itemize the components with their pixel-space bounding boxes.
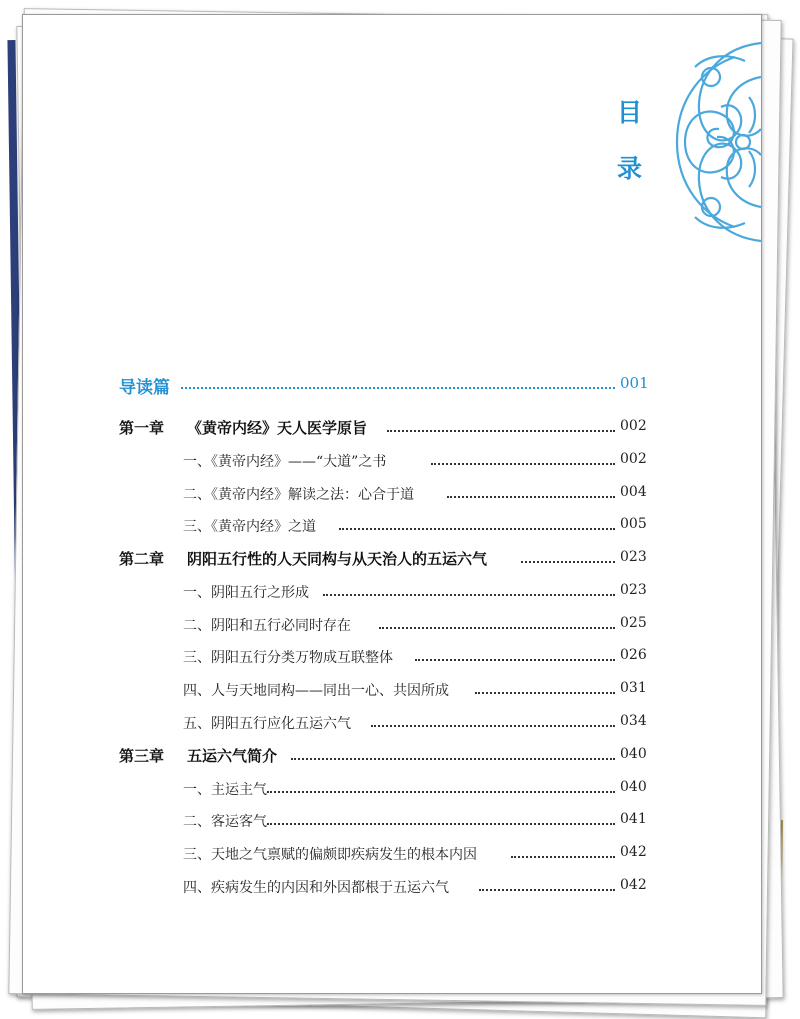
toc-entry-section[interactable] [23, 512, 761, 536]
toc-entry-section[interactable] [23, 840, 761, 864]
dot-leader [475, 692, 615, 694]
section-page-number: 034 [620, 713, 647, 729]
section-title: 二、阴阳和五行必同时存在 [183, 618, 351, 634]
chapter-title: 五运六气简介 [187, 747, 278, 765]
toc-page [22, 14, 762, 994]
toc-entry-section[interactable] [23, 807, 761, 831]
section-page-number: 002 [620, 451, 647, 467]
toc-entry-section[interactable] [23, 873, 761, 897]
dot-leader [521, 561, 615, 563]
toc-entry-section[interactable] [23, 643, 761, 667]
toc-title-char-1: 目 [617, 98, 643, 127]
toc-entry-section[interactable] [23, 578, 761, 602]
toc-entry-chapter-1[interactable] [23, 414, 761, 438]
chapter-page-number: 023 [620, 549, 647, 565]
section-title: 三、《黄帝内经》之道 [183, 519, 316, 535]
section-page-number: 041 [620, 811, 647, 827]
section-page-number: 025 [620, 615, 647, 631]
dot-leader [291, 758, 615, 760]
section-page-number: 042 [620, 877, 647, 893]
section-page-number: 031 [620, 680, 647, 696]
toc-entry-chapter-3[interactable] [23, 742, 761, 766]
intro-title: 导读篇 [119, 378, 170, 398]
toc-entry-chapter-2[interactable] [23, 545, 761, 569]
section-page-number: 040 [620, 779, 647, 795]
section-page-number: 005 [620, 516, 647, 532]
section-title: 三、天地之气禀赋的偏颇即疾病发生的根本内因 [183, 847, 477, 863]
section-title: 五、阴阳五行应化五运六气 [183, 716, 351, 732]
section-title: 一、《黄帝内经》——“大道”之书 [183, 454, 387, 470]
section-page-number: 023 [620, 582, 647, 598]
section-page-number: 026 [620, 647, 647, 663]
chapter-title: 阴阳五行性的人天同构与从天治人的五运六气 [187, 550, 488, 568]
dot-leader [267, 823, 615, 825]
section-title: 一、主运主气 [183, 782, 267, 798]
toc-entry-section[interactable] [23, 676, 761, 700]
chapter-label: 第一章 [119, 419, 165, 437]
chapter-label: 第三章 [119, 747, 165, 765]
chapter-label: 第二章 [119, 550, 165, 568]
dot-leader [479, 889, 615, 891]
dot-leader [371, 725, 615, 727]
intro-page-number: 001 [620, 374, 649, 392]
toc-entry-section[interactable] [23, 480, 761, 504]
toc-entry-intro[interactable] [23, 371, 761, 398]
chapter-page-number: 040 [620, 746, 647, 762]
dot-leader [181, 387, 615, 389]
section-title: 一、阴阳五行之形成 [183, 585, 309, 601]
dot-leader [323, 594, 615, 596]
dot-leader [339, 528, 615, 530]
toc-title-char-2: 录 [617, 154, 643, 183]
toc-entry-section[interactable] [23, 611, 761, 635]
section-title: 四、疾病发生的内因和外因都根于五运六气 [183, 880, 449, 896]
section-title: 二、客运客气 [183, 814, 267, 830]
dot-leader [387, 430, 615, 432]
section-title: 四、人与天地同构——同出一心、共因所成 [183, 683, 449, 699]
dot-leader [415, 659, 615, 661]
dot-leader [379, 627, 615, 629]
section-page-number: 004 [620, 484, 647, 500]
toc-entry-section[interactable] [23, 447, 761, 471]
dot-leader [267, 791, 615, 793]
chapter-title: 《黄帝内经》天人医学原旨 [187, 419, 368, 437]
chapter-page-number: 002 [620, 418, 647, 434]
dot-leader [511, 856, 615, 858]
section-title: 二、《黄帝内经》解读之法：心合于道 [183, 487, 414, 503]
toc-entry-section[interactable] [23, 775, 761, 799]
section-title: 三、阴阳五行分类万物成互联整体 [183, 650, 393, 666]
toc-entry-section[interactable] [23, 709, 761, 733]
celtic-knot-ornament-icon [665, 37, 761, 247]
section-page-number: 042 [620, 844, 647, 860]
dot-leader [431, 463, 615, 465]
dot-leader [447, 496, 615, 498]
